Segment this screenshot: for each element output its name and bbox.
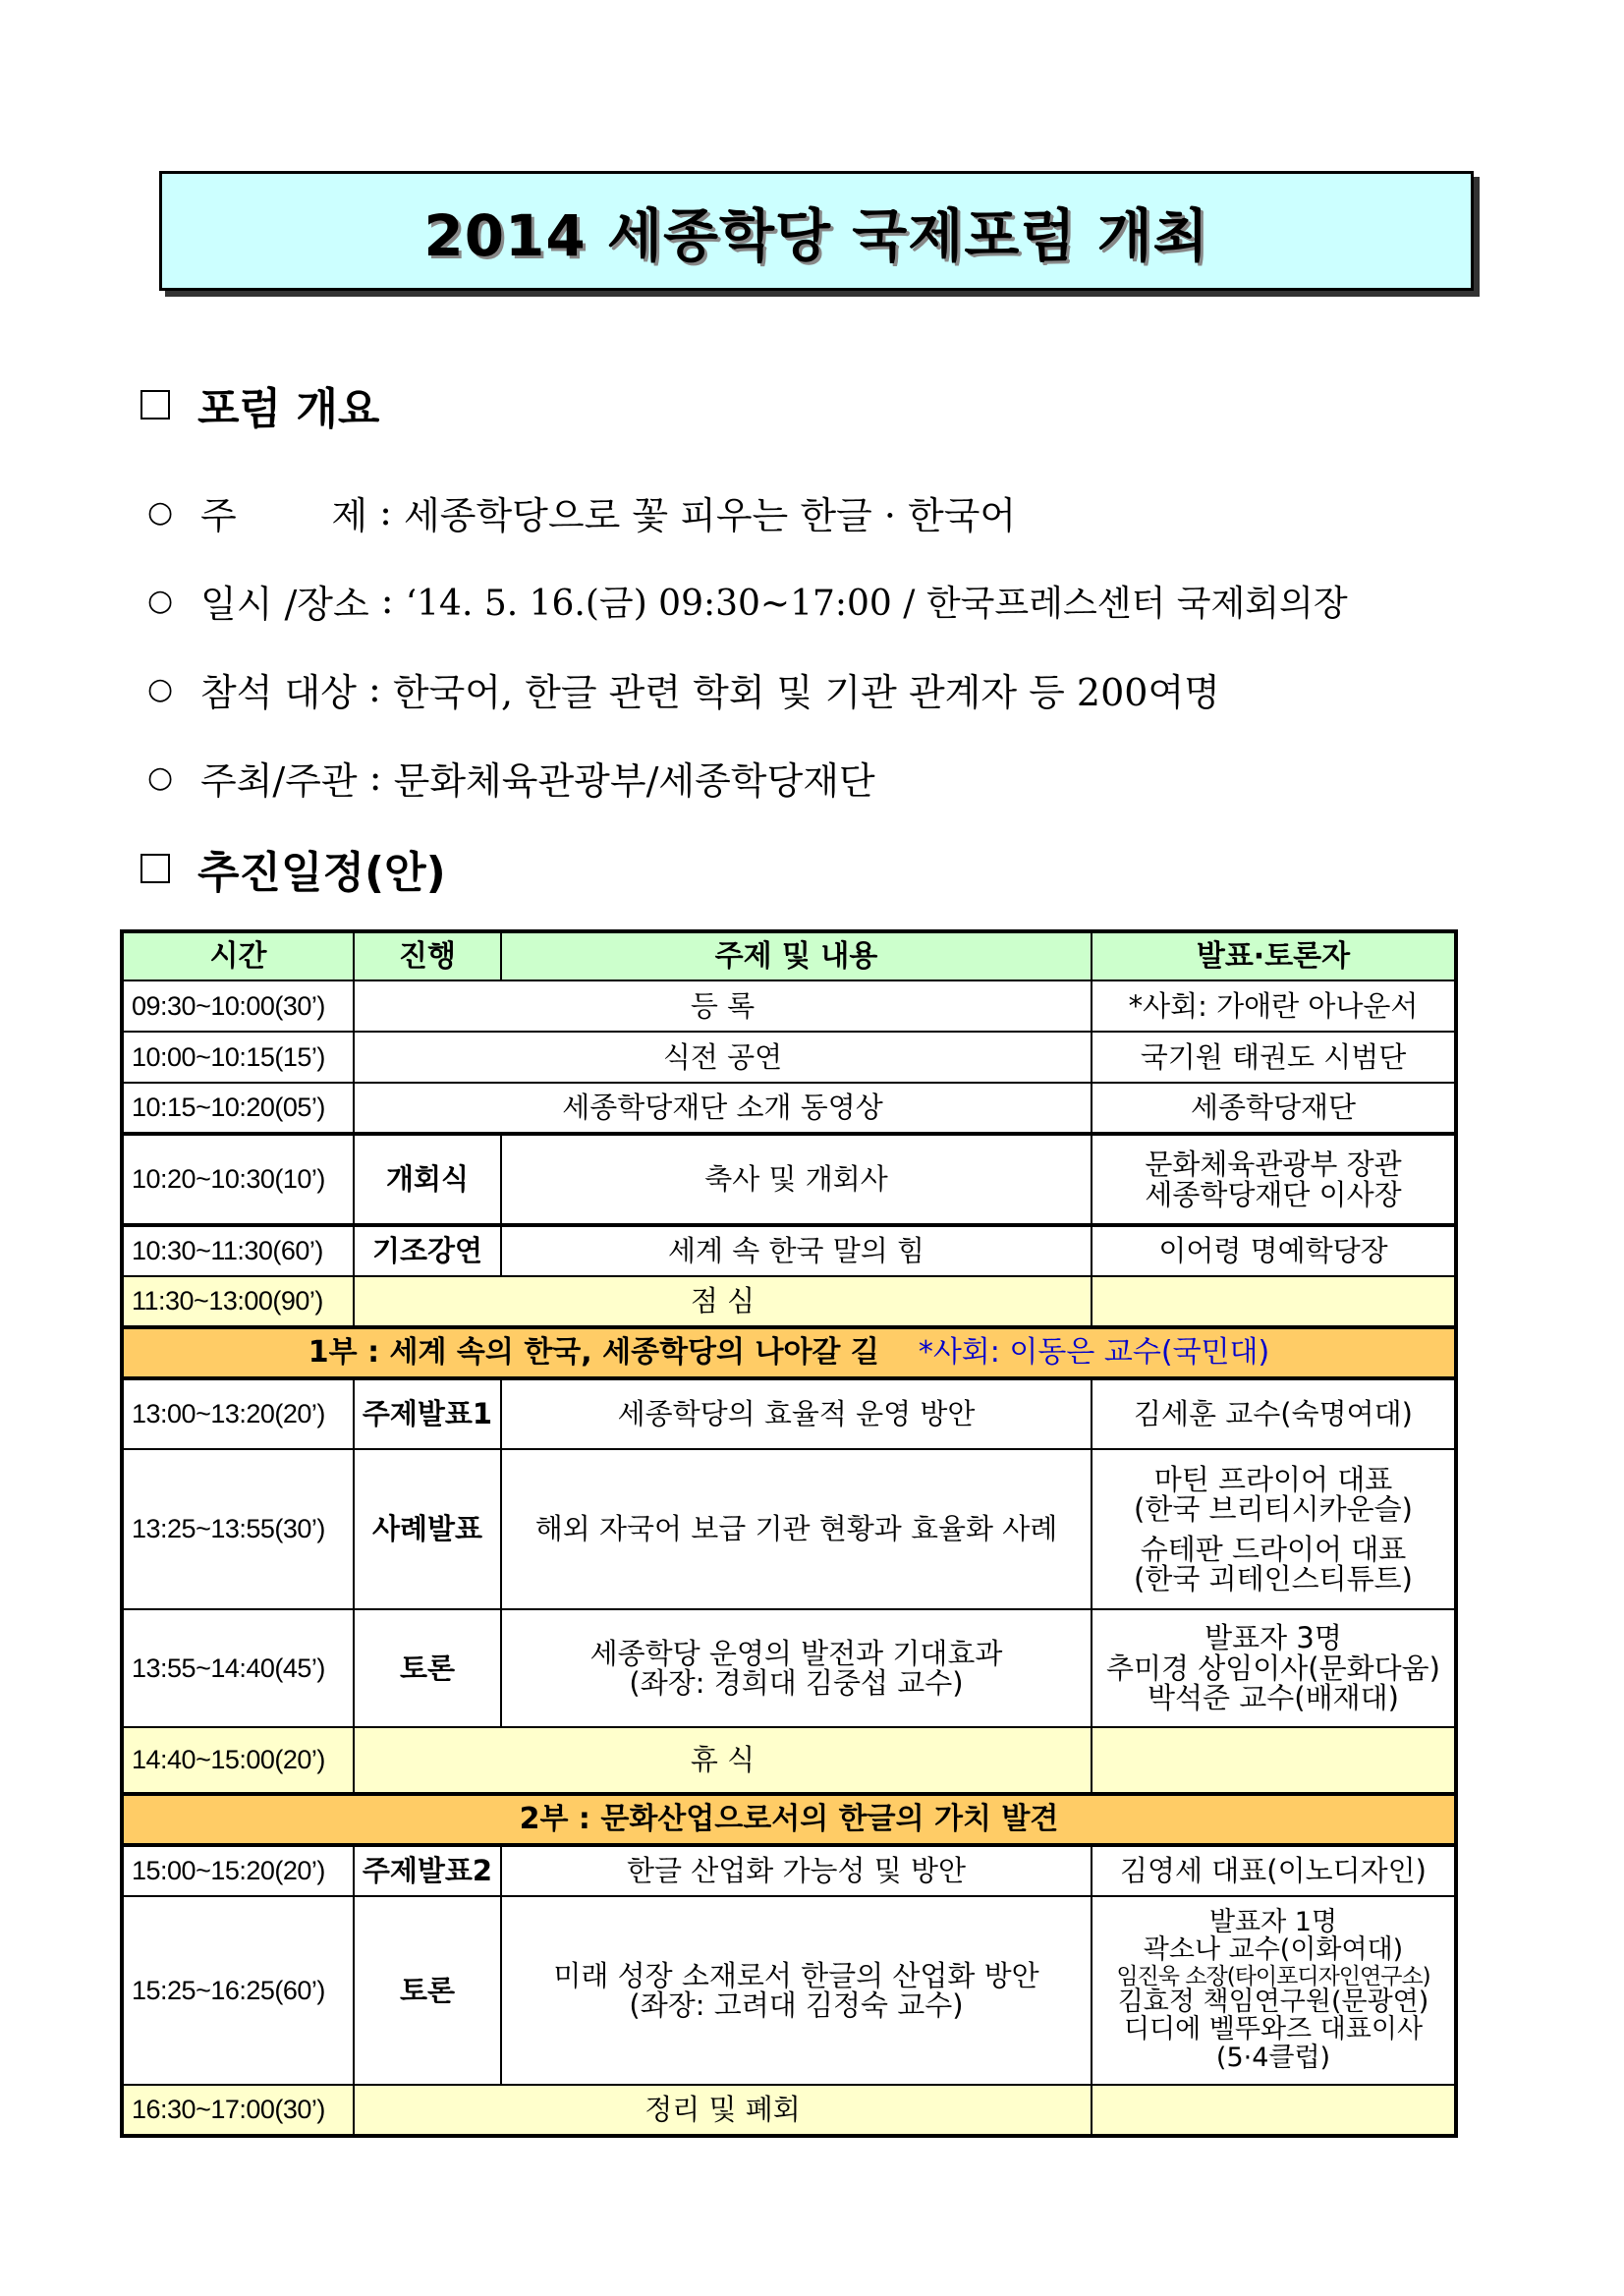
part-title: 2부 : 문화산업으로서의 한글의 가치 발견 <box>519 1802 1059 1837</box>
topic-line: 해외 자국어 보급 기관 현황과 효율화 사례 <box>534 1512 1058 1546</box>
time-cell: 16:30~17:00(30’) <box>122 2085 354 2136</box>
speakers-cell <box>1092 1727 1456 1794</box>
speakers-cell <box>1092 1134 1456 1225</box>
table-row <box>122 1378 1456 1449</box>
speaker-line: 발표자 3명 <box>1204 1621 1342 1655</box>
section-overview-title: 포럼 개요 <box>197 384 380 434</box>
circle-bullet-icon: ○ <box>147 494 174 530</box>
header-speakers: 발표·토론자 <box>1092 931 1456 980</box>
speaker-line: 김효정 책임연구원(문광연) <box>1117 1986 1429 2017</box>
stage-cell: 기조강연 <box>354 1225 501 1276</box>
table-row <box>122 1845 1456 1896</box>
overview-label: 일시 /장소 <box>200 582 369 626</box>
speaker-line: 문화체육관광부 장관 <box>1145 1148 1402 1182</box>
part-moderator: *사회: 이동은 교수(국민대) <box>918 1335 1270 1371</box>
checkbox-icon <box>140 390 170 420</box>
topic-cell <box>501 1378 1092 1449</box>
topic-line: 미래 성장 소재로서 한글의 산업화 방안 <box>553 1958 1039 1992</box>
speaker-line: 세종학당재단 <box>1190 1091 1357 1125</box>
topic-cell: 등 록 <box>354 980 1092 1032</box>
speakers-cell <box>1092 1845 1456 1896</box>
table-row <box>122 1225 1456 1276</box>
topic-cell <box>501 1225 1092 1276</box>
topic-line: 세종학당 운영의 발전과 기대효과 <box>589 1636 1003 1670</box>
circle-bullet-icon: ○ <box>147 583 174 618</box>
table-row <box>122 1276 1456 1327</box>
overview-item-attendees: ○ 참석 대상 : 한국어, 한글 관련 학회 및 기관 관계자 등 200여명 <box>147 644 1348 733</box>
time-cell: 10:00~10:15(15’) <box>122 1032 354 1083</box>
table-row <box>122 1083 1456 1134</box>
overview-label: 참석 대상 <box>200 670 357 714</box>
table-row <box>122 1609 1456 1727</box>
overview-list <box>147 468 1348 821</box>
speaker-line: 박석준 교수(배재대) <box>1148 1681 1399 1715</box>
stage-cell: 주제발표2 <box>354 1845 501 1896</box>
time-cell: 15:00~15:20(20’) <box>122 1845 354 1896</box>
topic-line: (좌장: 고려대 김정숙 교수) <box>629 1988 964 2022</box>
topic-line: 세계 속 한국 말의 힘 <box>668 1234 924 1268</box>
overview-value: 한국어, 한글 관련 학회 및 기관 관계자 등 200여명 <box>392 670 1220 714</box>
section-schedule-title: 추진일정(안) <box>197 848 446 898</box>
time-cell: 15:25~16:25(60’) <box>122 1896 354 2085</box>
table-row <box>122 1134 1456 1225</box>
overview-label: 주 제 <box>200 493 368 537</box>
speaker-line: 곽소나 교수(이화여대) <box>1143 1934 1404 1966</box>
topic-cell: 식전 공연 <box>354 1032 1092 1083</box>
overview-value: 문화체육관광부/세종학당재단 <box>393 758 875 803</box>
circle-bullet-icon: ○ <box>147 671 174 706</box>
table-header-row <box>122 931 1456 980</box>
speakers-cell <box>1092 1032 1456 1083</box>
speaker-line: 세종학당재단 이사장 <box>1145 1177 1402 1211</box>
speaker-line: 슈테판 드라이어 대표 <box>1140 1532 1407 1566</box>
speaker-line: 이어령 명예학당장 <box>1158 1234 1388 1268</box>
topic-line: 한글 산업화 가능성 및 방안 <box>626 1854 967 1888</box>
overview-item-host: ○ 주최/주관 : 문화체육관광부/세종학당재단 <box>147 733 1348 821</box>
overview-value: ‘14. 5. 16.(금) 09:30~17:00 / 한국프레스센터 국제회의장 <box>405 583 1348 624</box>
speaker-line: 마틴 프라이어 대표 <box>1153 1462 1393 1496</box>
circle-bullet-icon: ○ <box>147 759 174 795</box>
time-cell: 14:40~15:00(20’) <box>122 1727 354 1794</box>
table-row <box>122 1449 1456 1609</box>
table-row <box>122 1032 1456 1083</box>
checkbox-icon <box>140 854 170 883</box>
part-row <box>122 1794 1456 1845</box>
schedule-table <box>120 929 1458 2138</box>
table-row <box>122 980 1456 1032</box>
part-row <box>122 1327 1456 1378</box>
document-title-box <box>159 171 1474 291</box>
speaker-line: *사회: 가애란 아나운서 <box>1128 988 1419 1023</box>
topic-cell: 세종학당재단 소개 동영상 <box>354 1083 1092 1134</box>
stage-cell: 주제발표1 <box>354 1378 501 1449</box>
topic-cell <box>501 1609 1092 1727</box>
speaker-line: (5·4클럽) <box>1215 2042 1331 2073</box>
speakers-cell <box>1092 2085 1456 2136</box>
header-topic: 주제 및 내용 <box>501 931 1092 980</box>
overview-item-topic: ○ 주 제 : 세종학당으로 꽃 피우는 한글 · 한국어 <box>147 468 1348 556</box>
header-stage: 진행 <box>354 931 501 980</box>
time-cell: 10:30~11:30(60’) <box>122 1225 354 1276</box>
time-cell: 13:25~13:55(30’) <box>122 1449 354 1609</box>
time-cell: 11:30~13:00(90’) <box>122 1276 354 1327</box>
topic-cell <box>501 1449 1092 1609</box>
speaker-line: 김영세 대표(이노디자인) <box>1120 1854 1427 1888</box>
part-title: 1부 : 세계 속의 한국, 세종학당의 나아갈 길 <box>308 1335 879 1371</box>
speaker-line: 디디에 벨뚜와즈 대표이사 <box>1123 2014 1424 2045</box>
table-row <box>122 1896 1456 2085</box>
overview-label: 주최/주관 <box>200 758 358 803</box>
speaker-line: 추미경 상임이사(문화다움) <box>1105 1651 1440 1685</box>
document-title: 2014 세종학당 국제포럼 개최 <box>423 202 1209 269</box>
time-cell: 13:55~14:40(45’) <box>122 1609 354 1727</box>
table-row <box>122 2085 1456 2136</box>
speakers-cell <box>1092 1378 1456 1449</box>
time-cell: 13:00~13:20(20’) <box>122 1378 354 1449</box>
speaker-line: (한국 브리티시카운슬) <box>1134 1492 1413 1527</box>
speaker-line: 발표자 1명 <box>1208 1907 1338 1938</box>
speakers-cell <box>1092 980 1456 1032</box>
speaker-line: 김세훈 교수(숙명여대) <box>1134 1397 1413 1431</box>
topic-line: 세종학당의 효율적 운영 방안 <box>617 1397 976 1431</box>
section-schedule-heading <box>140 837 446 900</box>
speaker-line: (한국 괴테인스티튜트) <box>1134 1561 1413 1596</box>
part-cell <box>122 1327 1456 1378</box>
speakers-cell <box>1092 1276 1456 1327</box>
topic-line: 축사 및 개회사 <box>704 1162 888 1197</box>
overview-item-datetime: ○ 일시 /장소 : ‘14. 5. 16.(금) 09:30~17:00 / 한국프레스센터 국제회의장 <box>147 556 1348 644</box>
time-cell: 09:30~10:00(30’) <box>122 980 354 1032</box>
topic-cell: 휴 식 <box>354 1727 1092 1794</box>
time-cell: 10:20~10:30(10’) <box>122 1134 354 1225</box>
topic-cell <box>501 1134 1092 1225</box>
speakers-cell <box>1092 1449 1456 1609</box>
speakers-cell <box>1092 1225 1456 1276</box>
speakers-cell <box>1092 1083 1456 1134</box>
time-cell: 10:15~10:20(05’) <box>122 1083 354 1134</box>
stage-cell: 개회식 <box>354 1134 501 1225</box>
header-time: 시간 <box>122 931 354 980</box>
stage-cell: 사례발표 <box>354 1449 501 1609</box>
topic-cell: 점 심 <box>354 1276 1092 1327</box>
part-cell <box>122 1794 1456 1845</box>
stage-cell: 토론 <box>354 1609 501 1727</box>
stage-cell: 토론 <box>354 1896 501 2085</box>
table-row <box>122 1727 1456 1794</box>
topic-cell <box>501 1845 1092 1896</box>
speakers-cell <box>1092 1609 1456 1727</box>
speaker-line: 임진욱 소장(타이포디자인연구소) <box>1116 1963 1430 1989</box>
section-overview-heading <box>140 373 379 436</box>
topic-cell <box>501 1896 1092 2085</box>
topic-cell: 정리 및 폐회 <box>354 2085 1092 2136</box>
overview-value: 세종학당으로 꽃 피우는 한글 · 한국어 <box>404 493 1017 537</box>
topic-line: (좌장: 경희대 김중섭 교수) <box>629 1666 964 1700</box>
speaker-line: 국기원 태권도 시범단 <box>1140 1039 1407 1074</box>
speakers-cell <box>1092 1896 1456 2085</box>
